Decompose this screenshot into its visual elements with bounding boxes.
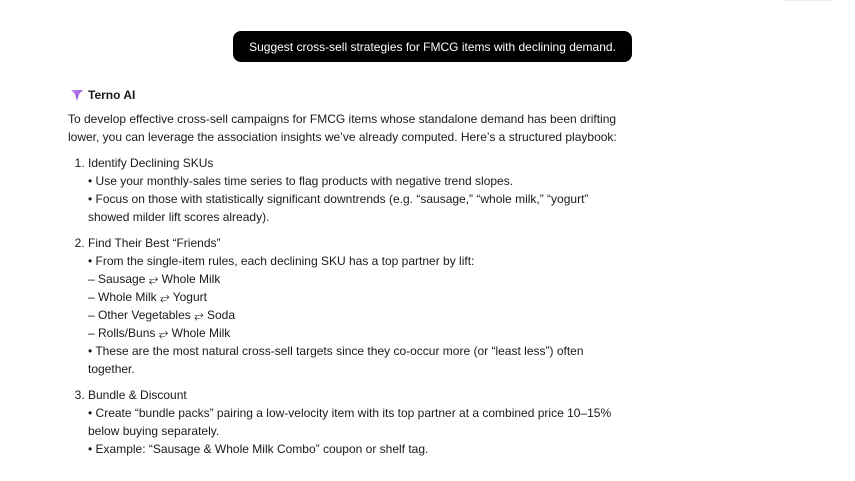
intro-paragraph: To develop effective cross-sell campaigns for FMCG items whose standalone demand has been drifting lower, you can leverage the association insights we’ve already computed. Here’s a structured playbook: [68,112,617,144]
step-line: • Use your monthly-sales time series to flag products with negative trend slopes. [88,174,514,188]
step-line: • These are the most natural cross-sell targets since they co-occur more (or “least less”) often together. [88,344,584,376]
step-line: – Sausage ⥂ Whole Milk [88,272,221,286]
assistant-name: Terno AI [88,88,136,102]
assistant-response [68,110,628,466]
user-message-text: Suggest cross-sell strategies for FMCG items with declining demand. [249,39,616,54]
step-line: – Whole Milk ⥂ Yogurt [88,290,207,304]
step-line: – Rolls/Buns ⥂ Whole Milk [88,326,231,340]
step-line: • Example: “Sausage & Whole Milk Combo” coupon or shelf tag. [88,442,429,456]
step-title: Bundle & Discount [88,388,187,402]
step-title: Identify Declining SKUs [88,156,214,170]
step-item [88,386,628,458]
terno-logo-icon [70,88,84,102]
assistant-header [70,88,135,102]
user-message-bubble [233,31,632,62]
top-divider [784,0,832,1]
steps-list [68,154,628,458]
step-line: • Create “bundle packs” pairing a low-velocity item with its top partner at a combined price 10–15% below buying separately. [88,406,612,438]
step-line: – Other Vegetables ⥂ Soda [88,308,236,322]
step-line: • From the single-item rules, each declining SKU has a top partner by lift: [88,254,475,268]
step-line: • Focus on those with statistically significant downtrends (e.g. “sausage,” “whole milk,” “yogurt” showed milder lift scores already). [88,192,589,224]
step-item [88,154,628,226]
step-item [88,234,628,378]
step-title: Find Their Best “Friends” [88,236,221,250]
